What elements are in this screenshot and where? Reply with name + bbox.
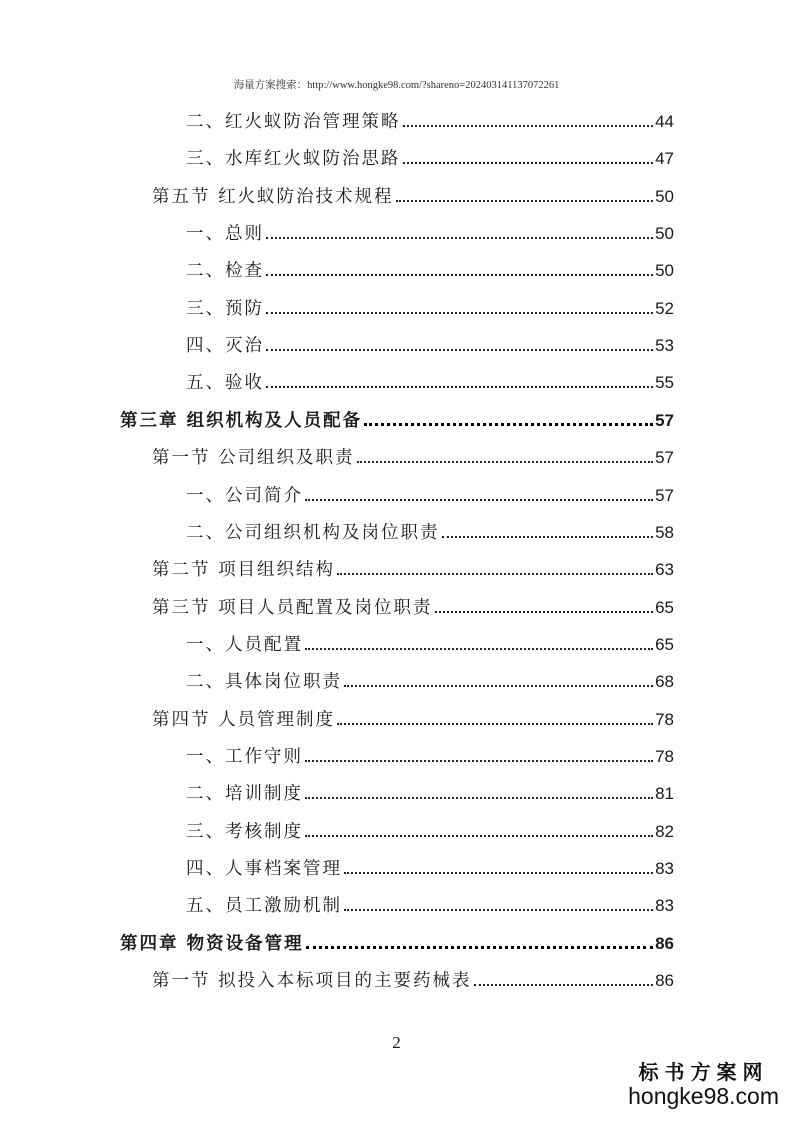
toc-entry[interactable]	[186, 106, 674, 134]
toc-entry-page: 86	[655, 971, 674, 991]
toc-entry-title: 二、红火蚁防治管理策略	[186, 112, 401, 132]
toc-dot-leader	[305, 835, 653, 837]
toc-entry-title: 四、灭治	[186, 336, 264, 357]
watermark-domain: hongke98.com	[628, 1083, 779, 1109]
toc-dot-leader	[364, 423, 653, 426]
toc-entry-page: 57	[655, 448, 674, 468]
toc-entry[interactable]	[186, 741, 674, 769]
toc-entry[interactable]	[152, 592, 674, 620]
toc-entry-title: 二、公司组织机构及岗位职责	[186, 522, 440, 543]
toc-entry-page: 81	[655, 784, 674, 804]
toc-dot-leader	[266, 349, 653, 351]
toc-dot-leader	[305, 797, 653, 799]
toc-entry-page: 78	[655, 747, 674, 766]
toc-entry-title: 一、总则	[186, 224, 264, 245]
toc-entry-title: 三、水库红火蚁防治思路	[186, 149, 401, 170]
toc-entry-page: 44	[655, 112, 674, 131]
toc-entry-page: 50	[655, 186, 674, 206]
toc-entry[interactable]	[186, 778, 674, 806]
toc-entry-title: 第一节 拟投入本标项目的主要药械表	[152, 971, 472, 992]
toc-entry-page: 52	[655, 298, 674, 318]
toc-dot-leader	[306, 946, 653, 949]
toc-entry-page: 83	[655, 896, 674, 916]
toc-entry-page: 78	[655, 709, 674, 729]
toc-dot-leader	[357, 461, 654, 463]
toc-entry-page: 83	[655, 859, 674, 878]
watermark-title: 标书方案网	[638, 1060, 769, 1084]
toc-entry[interactable]	[186, 666, 674, 694]
toc-entry-page: 50	[655, 261, 674, 281]
toc-dot-leader	[344, 685, 653, 687]
toc-entry[interactable]	[152, 442, 674, 470]
toc-dot-leader	[266, 312, 653, 314]
toc-entry[interactable]	[120, 405, 674, 433]
toc-dot-leader	[266, 274, 653, 276]
toc-entry[interactable]	[152, 554, 674, 582]
toc-dot-leader	[305, 760, 653, 762]
toc-entry[interactable]	[186, 143, 674, 171]
toc-dot-leader	[266, 386, 653, 388]
page-header-url: 海量方案搜索：http://www.hongke98.com/?shareno=20240314113707226​1	[233, 80, 560, 91]
toc-entry[interactable]	[152, 704, 674, 732]
toc-dot-leader	[266, 237, 653, 239]
toc-entry[interactable]	[186, 890, 674, 918]
toc-entry-title: 四、人事档案管理	[186, 859, 342, 879]
toc-entry[interactable]	[186, 853, 674, 881]
toc-entry[interactable]	[186, 480, 674, 508]
toc-entry-title: 一、公司简介	[186, 485, 303, 506]
toc-entry-title: 二、具体岗位职责	[186, 672, 342, 693]
toc-entry-page: 68	[655, 672, 674, 692]
toc-entry-title: 第四章 物资设备管理	[120, 933, 304, 954]
toc-entry-page: 82	[655, 821, 674, 841]
toc-entry-title: 第三节 项目人员配置及岗位职责	[152, 597, 433, 618]
toc-entry-page: 86	[655, 933, 674, 953]
toc-dot-leader	[396, 200, 654, 202]
toc-entry-page: 57	[655, 410, 674, 430]
toc-entry-title: 第五节 红火蚁防治技术规程	[152, 186, 394, 207]
toc-dot-leader	[403, 162, 654, 164]
toc-dot-leader	[344, 909, 653, 911]
toc-entry-page: 65	[655, 597, 674, 617]
toc-entry[interactable]	[186, 293, 674, 321]
toc-entry[interactable]	[152, 965, 674, 993]
toc-dot-leader	[337, 573, 653, 575]
toc-entry[interactable]	[120, 928, 674, 956]
toc-dot-leader	[337, 723, 653, 725]
page-number: 2	[392, 1033, 401, 1052]
toc-dot-leader	[305, 648, 653, 650]
toc-entry-title: 三、预防	[186, 298, 264, 319]
toc-entry[interactable]	[186, 517, 674, 545]
toc-entry-page: 55	[655, 373, 674, 393]
toc-dot-leader	[442, 536, 654, 538]
toc-entry-title: 第一节 公司组织及职责	[152, 448, 355, 469]
toc-entry-title: 第三章 组织机构及人员配备	[120, 410, 363, 431]
toc-dot-leader	[403, 125, 654, 127]
toc-entry-title: 一、工作守则	[186, 747, 303, 767]
toc-entry-page: 47	[655, 149, 674, 169]
toc-dot-leader	[435, 611, 654, 613]
toc-entry-title: 第二节 项目组织结构	[152, 560, 336, 581]
toc-entry-page: 65	[655, 634, 674, 654]
toc-entry-title: 第四节 人员管理制度	[152, 709, 336, 730]
toc-entry-title: 一、人员配置	[186, 634, 303, 655]
toc-entry-title: 五、验收	[186, 373, 264, 394]
toc-entry-page: 50	[655, 224, 674, 244]
toc-dot-leader	[344, 872, 653, 874]
toc-entry[interactable]	[186, 816, 674, 844]
toc-entry-title: 二、检查	[186, 261, 264, 282]
toc-entry-page: 57	[655, 485, 674, 505]
toc-entry-page: 63	[655, 560, 674, 580]
toc-dot-leader	[474, 984, 654, 986]
toc-entry[interactable]	[186, 330, 674, 358]
toc-entry-title: 三、考核制度	[186, 821, 303, 842]
toc-entry[interactable]	[186, 629, 674, 657]
toc-entry-title: 二、培训制度	[186, 784, 303, 805]
toc-entry[interactable]	[152, 181, 674, 209]
toc-entry[interactable]	[186, 367, 674, 395]
toc-entry-page: 53	[655, 336, 674, 356]
toc-entry-page: 58	[655, 522, 674, 542]
toc-dot-leader	[305, 499, 653, 501]
toc-entry[interactable]	[186, 218, 674, 246]
toc-entry[interactable]	[186, 255, 674, 283]
site-watermark-logo	[628, 1056, 779, 1110]
toc-entry-title: 五、员工激励机制	[186, 896, 342, 917]
